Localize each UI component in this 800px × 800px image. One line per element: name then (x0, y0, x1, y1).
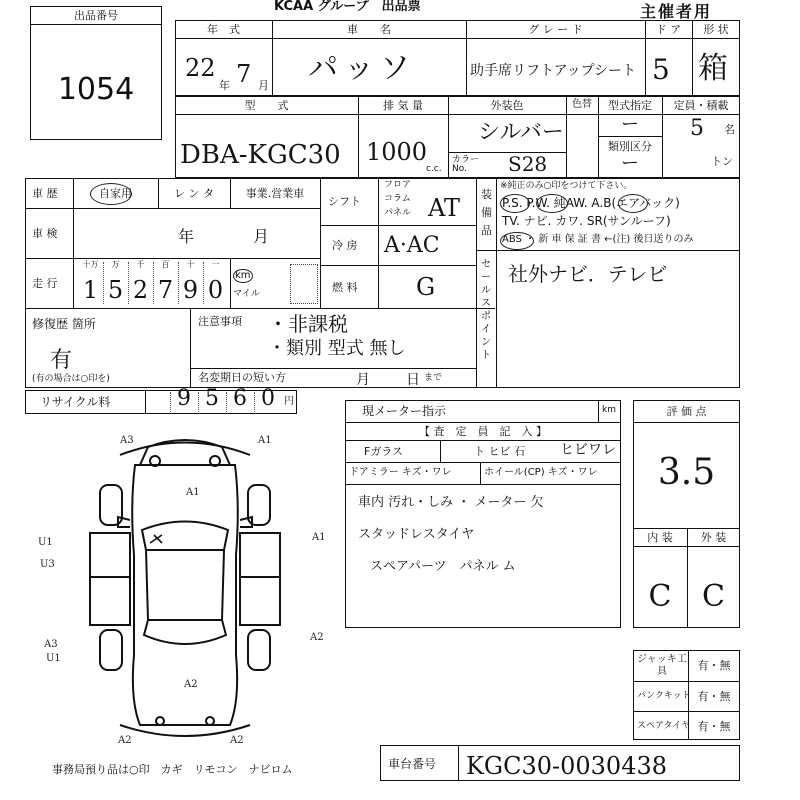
ab-circle (618, 194, 648, 213)
mark-a2-rear-bumper-left: A2 (118, 735, 132, 746)
recycle-unit: 円 (284, 396, 294, 407)
exterior-label: 外 装 (700, 531, 727, 544)
year-label: 年 式 (207, 23, 240, 36)
km-unit: km (235, 270, 251, 281)
meter-label: 現メーター指示 (362, 404, 447, 418)
car-name: パッソ (308, 51, 416, 86)
sales-point-label: セールスポイント (481, 259, 491, 361)
pw-circle (536, 194, 568, 213)
color-name: シルバー (478, 120, 564, 145)
equipment-line2: TV. ナビ. カワ. SR(サンルーフ) (502, 214, 671, 228)
lot-number: 1054 (57, 72, 135, 107)
history-private: 自家用 (99, 187, 132, 200)
mark-a1-right: A1 (312, 532, 326, 543)
notes-label: 注意事項 (198, 315, 242, 328)
grade-value: 助手席リフトアップシート (470, 63, 637, 79)
diagram-note: 事務局預り品は○印 カギ リモコン ナビロム (52, 763, 293, 776)
mileage-unit-5: 一 (211, 260, 220, 269)
recycle-divider (170, 392, 171, 412)
model-value: DBA-KGC30 (180, 140, 341, 170)
change-month: 月 (356, 372, 370, 388)
inspection-label: 車 検 (32, 227, 58, 240)
equipment-note: ※純正のみ○印をつけて下さい。 (500, 181, 633, 191)
f-glass-label: Fガラス (364, 445, 403, 458)
shape-value: 箱 (698, 51, 728, 86)
recycle-digit-1: 5 (205, 386, 219, 411)
private-circle (90, 183, 132, 205)
repair-value: 有 (50, 348, 73, 373)
shift-label: シフト (328, 195, 361, 208)
inspection-month: 月 (253, 227, 270, 246)
mark-a1-front-right: A1 (258, 435, 272, 446)
mileage-unit-4: 十 (186, 260, 195, 269)
sales-point-value: 社外ナビ．テレビ (508, 262, 668, 286)
notes-line2: ・類別 型式 無し (268, 338, 406, 359)
group-title: KCAA グループ 出品票 (274, 0, 421, 14)
short-change-label: 名変期日の短い方 (198, 371, 286, 384)
shift-value: AT (428, 194, 461, 222)
mark-a3-rear-left: A3 (44, 639, 58, 650)
mile-unit: マイル (233, 289, 260, 299)
jack-label: ジャッキ工具 (637, 654, 687, 677)
door-count: 5 (652, 53, 670, 86)
load-unit: トン (711, 155, 733, 168)
grade-score-label: 評 価 点 (666, 405, 707, 418)
remark-line1: 車内 汚れ・しみ ・ メーター 欠 (358, 495, 544, 510)
category-value: ー (621, 153, 639, 174)
fuel-label: 燃 料 (332, 281, 358, 294)
meter-unit: km (602, 405, 616, 415)
history-rental: レ ン タ (174, 187, 214, 200)
ac-label: 冷 房 (332, 239, 358, 252)
displacement-label: 排 気 量 (383, 99, 423, 112)
mileage-unit-0: 十万 (82, 260, 99, 269)
shift-column: コラム (384, 194, 411, 204)
mark-u1-rear-left: U1 (46, 653, 61, 664)
spare-option: 有・無 (697, 720, 731, 733)
car-label: 車 名 (347, 23, 391, 36)
interior-label: 内 装 (647, 531, 673, 544)
shift-panel: パネル (384, 208, 412, 218)
month-value: 7 (236, 60, 252, 88)
puncture-label: パンクキット (637, 691, 691, 701)
chassis-number: KGC30-0030438 (466, 752, 667, 780)
recycle-label: リサイクル料 (40, 395, 111, 409)
history-label: 車 歴 (32, 187, 58, 200)
fuel-value: G (416, 273, 436, 301)
exterior-grade: C (702, 579, 725, 614)
repair-note: (有の場合は○印を) (32, 374, 110, 384)
repair-label: 修復歴 箇所 (32, 317, 96, 331)
mark-u1-left: U1 (38, 537, 53, 548)
ps-circle (500, 194, 530, 213)
change-until: まで (424, 373, 443, 383)
equipment-line1: P.S. P.W. 純AW. A.B(エアバック) (502, 196, 680, 210)
color-change-label: 色替 (572, 99, 592, 110)
recycle-digit-0: 9 (177, 386, 191, 411)
model-label: 型 式 (244, 99, 289, 112)
interior-grade: C (648, 579, 672, 614)
mark-a2-rear-bumper-right: A2 (230, 735, 244, 746)
mileage-digit-5: 0 (207, 276, 224, 304)
color-no: S28 (508, 152, 548, 176)
spare-label: スペアタイヤ (637, 721, 691, 731)
mileage-spare-box (290, 264, 318, 304)
equipment-label: 装備品 (481, 188, 492, 237)
month-unit: 月 (258, 79, 269, 92)
mileage-digit-3: 7 (157, 276, 174, 304)
mileage-digit-4: 9 (182, 276, 199, 304)
model-designation-value: ー (621, 114, 639, 135)
grade-score: 3.5 (657, 452, 716, 493)
mileage-digit-2: 2 (132, 276, 149, 304)
equipment-line3: ABS ・ 新 車 保 証 書 ←(注) 後日送りのみ (502, 234, 694, 245)
shift-floor: フロア (384, 180, 412, 190)
mileage-digit-0: 1 (82, 276, 99, 304)
notes-line1: ・非課税 (268, 312, 348, 336)
door-label: ド ア (655, 23, 682, 36)
mark-a3-front-left: A3 (120, 435, 134, 446)
change-day: 日 (406, 372, 420, 388)
car-damage-diagram (30, 425, 335, 755)
mileage-digit-1: 5 (107, 276, 124, 304)
cc-unit: c.c. (426, 164, 442, 174)
shape-label: 形 状 (703, 23, 729, 36)
recycle-divider (198, 392, 199, 412)
door-mirror-label: ドアミラー キズ・ワレ (349, 467, 452, 478)
puncture-option: 有・無 (697, 690, 731, 703)
inspection-year: 年 (178, 227, 195, 246)
mark-a2-trunk: A2 (184, 679, 198, 690)
year-value: 22 (185, 54, 216, 82)
recycle-digit-2: 6 (233, 386, 247, 411)
mark-u3-left: U3 (40, 559, 55, 570)
f-glass-value: ト ヒビ 石 (474, 445, 525, 458)
mileage-unit-3: 百 (161, 260, 170, 269)
organizer-label: 主催者用 (640, 2, 713, 21)
capacity-unit: 名 (724, 123, 735, 136)
grade-label: グ レ ー ド (528, 23, 583, 36)
displacement-value: 1000 (366, 138, 428, 166)
capacity-label: 定員・積載 (673, 99, 729, 112)
recycle-divider (254, 392, 255, 412)
category-label: 類別区分 (608, 140, 652, 153)
mileage-unit-2: 千 (136, 260, 145, 269)
mileage-label: 走 行 (32, 277, 58, 290)
mark-a1-hood: A1 (186, 487, 200, 498)
remark-line2: スタッドレスタイヤ (358, 527, 475, 542)
lot-label: 出品番号 (74, 9, 118, 22)
abs-circle (500, 232, 534, 250)
year-unit: 年 (219, 79, 230, 92)
recycle-divider (226, 392, 227, 412)
capacity-value: 5 (690, 116, 704, 141)
exterior-color-label: 外装色 (490, 99, 524, 112)
ac-value: A·AC (384, 233, 440, 258)
color-no-label: カラーNo. (452, 155, 480, 174)
inspector-title: 【 査 定 員 記 入 】 (419, 425, 547, 438)
jack-option: 有・無 (697, 659, 731, 672)
mileage-unit-1: 万 (111, 260, 120, 269)
history-business: 事業.営業車 (245, 187, 305, 200)
wheel-label: ホイール(CP) キズ・ワレ (484, 467, 598, 478)
model-designation-label: 型式指定 (608, 99, 652, 112)
chassis-label: 車台番号 (388, 757, 437, 771)
f-glass-extra: ヒビワレ (560, 442, 616, 458)
mark-a2-rear-right: A2 (310, 632, 324, 643)
remark-line3: スペアパーツ パネル ム (370, 559, 516, 574)
recycle-digit-3: 0 (261, 386, 275, 411)
